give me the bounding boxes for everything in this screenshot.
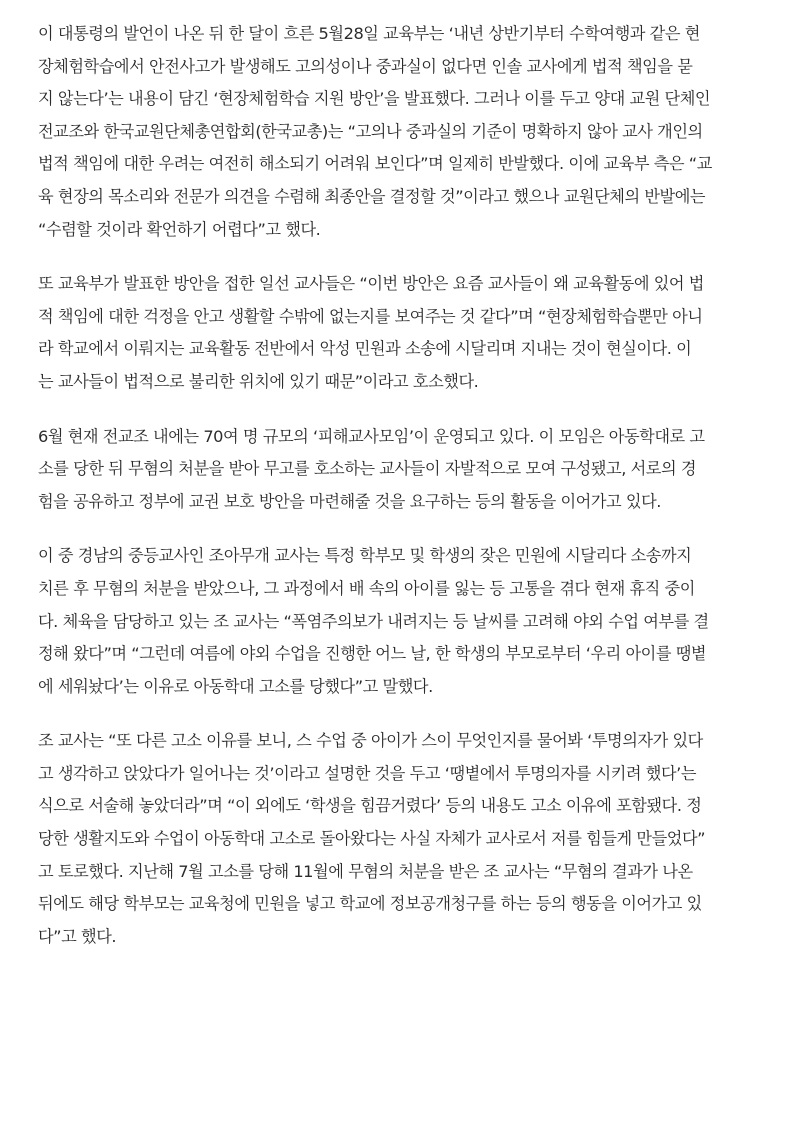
text-line: 이 대통령의 발언이 나온 뒤 한 달이 흐른 5월28일 교육부는 ‘내년 상반기부터 수학여행과 같은 현 [38, 24, 700, 43]
text-line: 정해 왔다”며 “그런데 여름에 야외 수업을 진행한 어느 날, 한 학생의 부모로부터 ‘우리 아이를 땡볕 [38, 644, 707, 664]
text-line: 법적 책임에 대한 우려는 여전히 해소되기 어려워 보인다”며 일제히 반발했다. 이에 교육부 측은 “교 [38, 154, 712, 174]
text-line: 또 교육부가 발표한 방안을 접한 일선 교사들은 “이번 방안은 요즘 교사들이 왜 교육활동에 있어 법 [38, 274, 704, 294]
text-line: 6월 현재 전교조 내에는 70여 명 규모의 ‘피해교사모임’이 운영되고 있다. 이 모임은 아동학대로 고 [38, 426, 705, 446]
text-line: 뒤에도 해당 학부모는 교육청에 민원을 넣고 학교에 정보공개청구를 하는 등의 행동을 이어가고 있 [38, 894, 702, 914]
text-line: 험을 공유하고 정부에 교권 보호 방안을 마련해줄 것을 요구하는 등의 활동을 이어가고 있다. [38, 491, 661, 511]
paragraph-1 [38, 18, 755, 246]
text-line: 다. 체육을 담당하고 있는 조 교사는 “폭염주의보가 내려지는 등 날씨를 고려해 야외 수업 여부를 결 [38, 611, 709, 631]
text-line: 조 교사는 “또 다른 고소 이유를 보니, 스 수업 중 아이가 스이 무엇인지를 물어봐 ‘투명의자가 있다 [38, 731, 703, 751]
paragraph-2 [38, 268, 755, 398]
text-line: “수렴할 것이라 확언하기 어렵다”고 했다. [38, 219, 321, 239]
text-line: 전교조와 한국교원단체총연합회(한국교총)는 “고의나 중과실의 기준이 명확하지 않아 교사 개인의 [38, 121, 703, 141]
text-line: 당한 생활지도와 수업이 아동학대 고소로 돌아왔다는 사실 자체가 교사로서 저를 힘들게 만들었다” [38, 829, 706, 849]
text-line: 장체험학습에서 안전사고가 발생해도 고의성이나 중과실이 없다면 인솔 교사에게 법적 책임을 묻 [38, 56, 693, 76]
text-line: 소를 당한 뒤 무혐의 처분을 받아 무고를 호소하는 교사들이 자발적으로 모여 구성됐고, 서로의 경 [38, 459, 697, 479]
text-line: 라 학교에서 이뤄지는 교육활동 전반에서 악성 민원과 소송에 시달리며 지내는 것이 현실이다. 이 [38, 339, 692, 359]
paragraph-5 [38, 725, 755, 953]
article-body [38, 18, 755, 975]
text-line: 지 않는다’는 내용이 담긴 ‘현장체험학습 지원 방안’을 발표했다. 그러나 이를 두고 양대 교원 단체인 [38, 89, 711, 109]
text-line: 는 교사들이 법적으로 불리한 위치에 있기 때문”이라고 호소했다. [38, 371, 479, 391]
text-line: 이 중 경남의 중등교사인 조아무개 교사는 특정 학부모 및 학생의 잦은 민원에 시달리다 소송까지 [38, 546, 692, 566]
paragraph-3 [38, 421, 755, 519]
text-line: 육 현장의 목소리와 전문가 의견을 수렴해 최종안을 결정할 것”이라고 했으나 교원단체의 반발에는 [38, 186, 706, 206]
text-line: 에 세워놨다’는 이유로 아동학대 고소를 당했다”고 말했다. [38, 676, 433, 696]
text-line: 고 생각하고 앉았다가 일어나는 것’이라고 설명한 것을 두고 ‘땡볕에서 투명의자를 시키려 했다’는 [38, 763, 697, 783]
text-line: 적 책임에 대한 걱정을 안고 생활할 수밖에 없는지를 보여주는 것 같다”며 “현장체험학습뿐만 아니 [38, 306, 703, 326]
paragraph-4 [38, 540, 755, 703]
text-line: 치른 후 무혐의 처분을 받았으나, 그 과정에서 배 속의 아이를 잃는 등 고통을 겪다 현재 휴직 중이 [38, 578, 695, 598]
text-line: 다”고 했다. [38, 926, 117, 946]
text-line: 식으로 서술해 놓았더라”며 “이 외에도 ‘학생을 힘끔거렸다’ 등의 내용도 고소 이유에 포함됐다. 정 [38, 796, 702, 816]
text-line: 고 토로했다. 지난해 7월 고소를 당해 11월에 무혐의 처분을 받은 조 교사는 “무혐의 결과가 나온 [38, 861, 693, 881]
